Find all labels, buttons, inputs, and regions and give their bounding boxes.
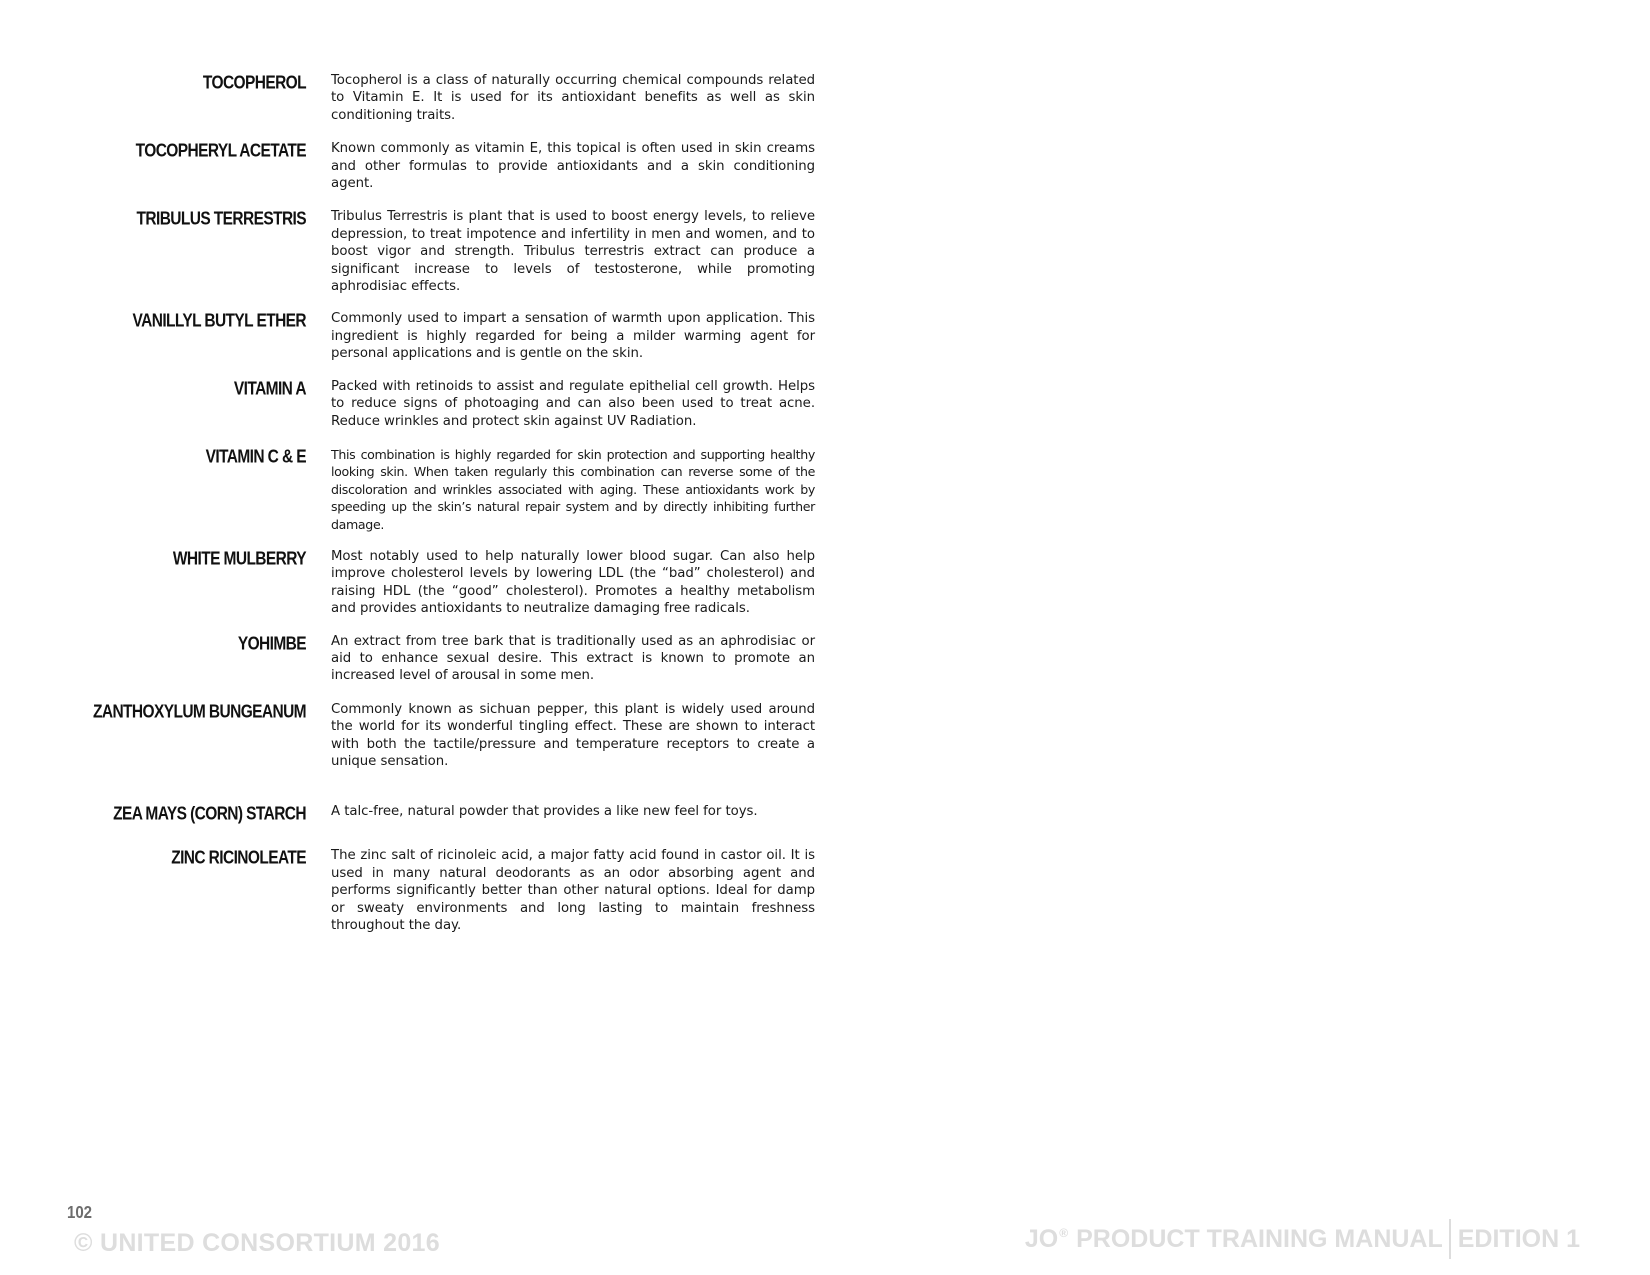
glossary-term: ZINC RICINOLEATE	[171, 848, 306, 869]
glossary-term: ZEA MAYS (CORN) STARCH	[113, 804, 306, 825]
glossary-definition: An extract from tree bark that is traditionally used as an aphrodisiac or aid to enhance sexual desire. This extract is known to promote an increased level of arousal in some men.	[331, 633, 815, 684]
page-number: 102	[67, 1203, 93, 1223]
glossary-entry-zea-mays-corn-starch	[0, 803, 1650, 825]
glossary-entry-zinc-ricinoleate	[0, 847, 1650, 934]
glossary-entry-tribulus-terrestris	[0, 208, 1650, 295]
footer-manual-title	[1025, 1219, 1580, 1259]
footer-brand: JO	[1024, 1224, 1059, 1253]
glossary-term: YOHIMBE	[237, 633, 306, 654]
glossary-entry-vanillyl-butyl-ether	[0, 310, 1650, 362]
footer-manual-name: PRODUCT TRAINING MANUAL	[1076, 1224, 1443, 1253]
glossary-term: VANILLYL BUTYL ETHER	[132, 311, 306, 332]
glossary-entry-tocopheryl-acetate	[0, 140, 1650, 192]
glossary-definition: The zinc salt of ricinoleic acid, a major fatty acid found in castor oil. It is used in many natural deodorants as an odor absorbing agent and performs significantly better than other natural options. Ideal for damp or sweaty environments and long lasting to maintain freshness throughout the day.	[331, 848, 815, 934]
ingredient-glossary	[0, 72, 1650, 934]
glossary-term: TRIBULUS TERRESTRIS	[136, 209, 306, 230]
footer-divider	[1449, 1219, 1451, 1259]
glossary-definition: A talc-free, natural powder that provides a like new feel for toys.	[331, 804, 758, 820]
glossary-definition: Known commonly as vitamin E, this topical is often used in skin creams and other formulas to provide antioxidants and a skin conditioning agent.	[331, 141, 815, 192]
glossary-entry-zanthoxylum-bungeanum	[0, 701, 1650, 771]
glossary-term: VITAMIN A	[233, 378, 306, 399]
glossary-entry-white-mulberry	[0, 548, 1650, 618]
glossary-entry-tocopherol	[0, 72, 1650, 124]
glossary-term: TOCOPHERYL ACETATE	[135, 141, 306, 162]
footer-edition: EDITION 1	[1457, 1224, 1580, 1253]
glossary-definition: Most notably used to help naturally lower blood sugar. Can also help improve cholesterol levels by lowering LDL (the “bad” cholesterol) and raising HDL (the “good” cholesterol). Promotes a healthy metabolism and provides antioxidants to neutralize damaging free radicals.	[331, 548, 815, 617]
glossary-definition: Tribulus Terrestris is plant that is used to boost energy levels, to relieve depression, to treat impotence and infertility in men and women, and to boost vigor and strength. Tribulus terrestris extract can produce a significant increase to levels of testosterone, while promoting aphrodisiac effects.	[331, 209, 815, 295]
glossary-entry-vitamin-c-e	[0, 446, 1650, 533]
glossary-definition: This combination is highly regarded for skin protection and supporting healthy looking skin. When taken regularly this combination can reverse some of the discoloration and wrinkles associated with aging. These antioxidants work by speeding up the skin’s natural repair system and by directly inhibiting further damage.	[331, 446, 815, 532]
glossary-definition: Packed with retinoids to assist and regulate epithelial cell growth. Helps to reduce signs of photoaging and can also been used to treat acne. Reduce wrinkles and protect skin against UV Radiation.	[331, 378, 815, 429]
registered-mark: ®	[1059, 1226, 1069, 1240]
glossary-term: TOCOPHEROL	[202, 73, 306, 94]
glossary-term: ZANTHOXYLUM BUNGEANUM	[93, 701, 306, 722]
glossary-term: WHITE MULBERRY	[172, 548, 306, 569]
glossary-definition: Tocopherol is a class of naturally occurring chemical compounds related to Vitamin E. It is used for its antioxidant benefits as well as skin conditioning traits.	[331, 73, 815, 123]
glossary-definition: Commonly known as sichuan pepper, this plant is widely used around the world for its wonderful tingling effect. These are shown to interact with both the tactile/pressure and temperature receptors to create a unique sensation.	[331, 701, 815, 769]
glossary-entry-yohimbe	[0, 633, 1650, 685]
glossary-term: VITAMIN C & E	[205, 446, 306, 467]
glossary-entry-vitamin-a	[0, 378, 1650, 430]
glossary-definition: Commonly used to impart a sensation of warmth upon application. This ingredient is highly regarded for being a milder warming agent for personal applications and is gentle on the skin.	[331, 311, 815, 362]
footer-copyright: © UNITED CONSORTIUM 2016	[74, 1229, 440, 1257]
